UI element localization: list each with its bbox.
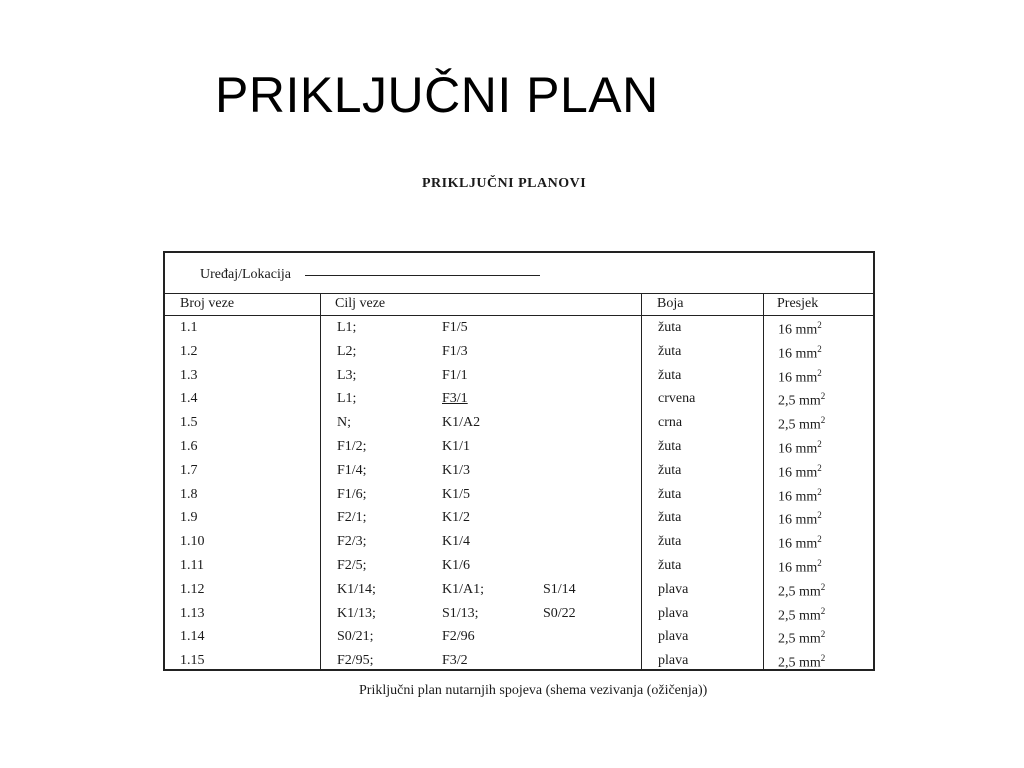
cross-section	[778, 320, 822, 339]
cross-section-exponent: 2	[817, 510, 822, 521]
target-1: K1/14;	[337, 581, 376, 597]
cross-section-exponent: 2	[820, 629, 826, 640]
row-number: 1.13	[180, 605, 205, 621]
column-header-cilj-veze: Cilj veze	[335, 296, 386, 311]
wire-color: žuta	[658, 367, 682, 383]
cross-section-value: 16 mm	[778, 560, 818, 576]
cross-section-value: 16 mm	[778, 322, 818, 338]
wire-color: plava	[658, 581, 689, 597]
cross-section-exponent: 2	[820, 415, 826, 426]
cross-section-exponent: 2	[817, 534, 822, 545]
target-2: F2/96	[442, 629, 475, 645]
target-3: S0/22	[543, 605, 576, 621]
cross-section-exponent: 2	[817, 439, 822, 449]
target-2: K1/4	[442, 534, 470, 550]
cross-section-exponent: 2	[817, 367, 822, 378]
cross-section-exponent: 2	[817, 320, 822, 330]
cross-section	[778, 606, 825, 625]
row-number: 1.6	[180, 439, 198, 454]
cross-section-exponent: 2	[820, 391, 826, 402]
cross-section	[778, 534, 822, 553]
header-rule-top	[165, 293, 873, 294]
wire-color: žuta	[658, 486, 682, 502]
cross-section	[778, 629, 825, 648]
cross-section-value: 2,5 mm	[778, 608, 821, 624]
cross-section	[778, 463, 822, 482]
target-2: S1/13;	[442, 605, 479, 621]
target-1: F1/4;	[337, 462, 367, 478]
cross-section-value: 16 mm	[778, 465, 818, 481]
target-1: F1/2;	[337, 439, 367, 454]
row-number: 1.12	[180, 581, 205, 597]
target-2: K1/6	[442, 558, 470, 573]
row-number: 1.4	[180, 391, 198, 407]
target-1: K1/13;	[337, 605, 376, 621]
row-number: 1.9	[180, 510, 198, 526]
cross-section-value: 2,5 mm	[778, 584, 821, 600]
target-2: F1/1	[442, 367, 468, 383]
target-1: F1/6;	[337, 486, 367, 502]
wire-color: crvena	[658, 391, 696, 407]
header-rule-bottom	[165, 315, 873, 316]
cross-section-exponent: 2	[820, 653, 826, 664]
target-1: F2/1;	[337, 510, 367, 526]
row-number: 1.15	[180, 653, 205, 669]
cross-section-value: 16 mm	[778, 370, 818, 386]
cross-section-exponent: 2	[817, 486, 822, 497]
target-2: F3/2	[442, 653, 468, 669]
target-1: L3;	[337, 367, 357, 383]
target-2: K1/3	[442, 462, 470, 478]
target-1: F2/3;	[337, 534, 367, 550]
wire-color: žuta	[658, 320, 682, 335]
row-number: 1.1	[180, 320, 198, 335]
cross-section-exponent: 2	[817, 558, 822, 568]
row-number: 1.2	[180, 343, 198, 359]
row-number: 1.5	[180, 415, 198, 431]
device-location-label: Uređaj/Lokacija	[200, 267, 291, 282]
target-1: N;	[337, 415, 351, 431]
target-3: S1/14	[543, 581, 576, 597]
row-number: 1.7	[180, 462, 198, 478]
cross-section-value: 16 mm	[778, 536, 818, 552]
target-2: K1/5	[442, 486, 470, 502]
row-number: 1.3	[180, 367, 198, 383]
cross-section-exponent: 2	[820, 581, 826, 592]
wire-color: žuta	[658, 534, 682, 550]
slide-title: PRIKLJUČNI PLAN	[215, 67, 659, 123]
cross-section	[778, 368, 822, 387]
wire-color: žuta	[658, 510, 682, 526]
column-header-broj-veze: Broj veze	[180, 296, 235, 311]
cross-section	[778, 391, 825, 410]
figure-caption: Priključni plan nutarnjih spojeva (shema vezivanja (ožičenja))	[359, 683, 708, 698]
row-number: 1.14	[180, 629, 205, 645]
cross-section	[778, 439, 822, 458]
wire-color: žuta	[658, 558, 682, 573]
wire-color: plava	[658, 629, 689, 645]
cross-section-value: 2,5 mm	[778, 417, 821, 433]
cross-section-value: 16 mm	[778, 441, 818, 457]
cross-section-exponent: 2	[817, 462, 822, 473]
document-heading: PRIKLJUČNI PLANOVI	[422, 176, 587, 191]
wire-color: žuta	[658, 439, 682, 454]
cross-section-exponent: 2	[817, 343, 822, 354]
row-number: 1.8	[180, 486, 198, 502]
column-header-presjek: Presjek	[777, 296, 819, 311]
target-1: L1;	[337, 391, 357, 407]
target-1: L1;	[337, 320, 357, 335]
target-1: S0/21;	[337, 629, 374, 645]
wire-color: plava	[658, 605, 689, 621]
column-header-boja: Boja	[657, 296, 684, 311]
connection-table	[163, 251, 875, 671]
target-2: K1/A2	[442, 415, 481, 431]
device-location-line	[305, 275, 540, 276]
cross-section-value: 2,5 mm	[778, 632, 821, 648]
target-2: F3/1	[442, 391, 468, 407]
column-divider-1	[320, 293, 321, 669]
target-2: K1/1	[442, 439, 470, 454]
row-number: 1.10	[180, 534, 205, 550]
target-1: F2/5;	[337, 558, 367, 573]
cross-section	[778, 653, 825, 672]
column-divider-3	[763, 293, 764, 669]
cross-section-exponent: 2	[820, 605, 826, 616]
cross-section-value: 2,5 mm	[778, 655, 821, 671]
target-2: F1/5	[442, 320, 468, 335]
cross-section	[778, 344, 822, 363]
cross-section-value: 16 mm	[778, 513, 818, 529]
wire-color: crna	[658, 415, 683, 431]
wire-color: plava	[658, 653, 689, 669]
wire-color: žuta	[658, 462, 682, 478]
cross-section-value: 2,5 mm	[778, 394, 821, 410]
cross-section-value: 16 mm	[778, 489, 818, 505]
cross-section	[778, 415, 825, 434]
cross-section	[778, 582, 825, 601]
cross-section-value: 16 mm	[778, 346, 818, 362]
target-2: F1/3	[442, 343, 468, 359]
wire-color: žuta	[658, 343, 682, 359]
target-2: K1/A1;	[442, 581, 484, 597]
target-2: K1/2	[442, 510, 470, 526]
target-1: F2/95;	[337, 653, 374, 669]
cross-section	[778, 510, 822, 529]
row-number: 1.11	[180, 558, 204, 573]
cross-section	[778, 558, 822, 577]
column-divider-2	[641, 293, 642, 669]
target-1: L2;	[337, 343, 357, 359]
cross-section	[778, 487, 822, 506]
